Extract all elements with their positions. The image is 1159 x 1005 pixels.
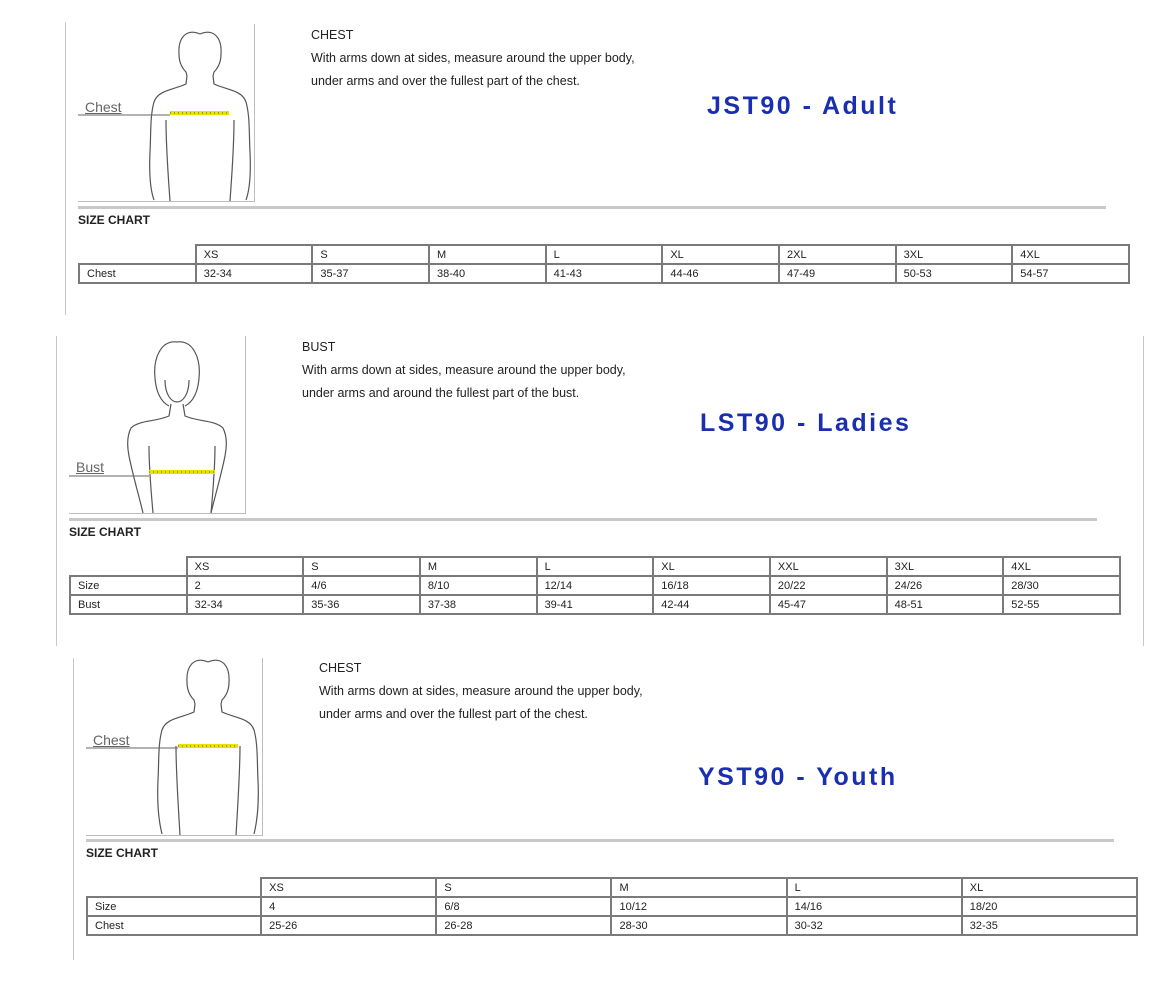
table-header-cell: 2XL <box>779 245 896 264</box>
table-corner <box>79 245 196 264</box>
youth-figure <box>86 658 263 836</box>
table-cell: 35-36 <box>303 595 420 614</box>
size-chart-label: SIZE CHART <box>86 846 158 860</box>
table-header-cell: S <box>436 878 611 897</box>
table-row <box>70 576 1120 595</box>
table-cell: 14/16 <box>787 897 962 916</box>
table-row-label: Chest <box>79 264 196 283</box>
ladies-figure <box>69 336 246 514</box>
table-header-row <box>87 878 1137 897</box>
table-header-cell: 3XL <box>887 557 1004 576</box>
female-figure-icon <box>69 336 245 513</box>
size-chart-label: SIZE CHART <box>69 525 141 539</box>
table-header-cell: XXL <box>770 557 887 576</box>
table-cell: 39-41 <box>537 595 654 614</box>
table-cell: 38-40 <box>429 264 546 283</box>
table-header-cell: L <box>546 245 663 264</box>
table-row <box>70 595 1120 614</box>
measure-description-line: under arms and over the fullest part of the chest. <box>311 74 580 88</box>
table-cell: 18/20 <box>962 897 1137 916</box>
table-cell: 25-26 <box>261 916 436 935</box>
measure-title: CHEST <box>311 28 354 42</box>
measure-description-line: With arms down at sides, measure around the upper body, <box>311 51 635 65</box>
table-header-cell: 3XL <box>896 245 1013 264</box>
table-row <box>79 264 1129 283</box>
table-cell: 44-46 <box>662 264 779 283</box>
table-corner <box>87 878 261 897</box>
figure-label: Chest <box>85 99 122 115</box>
table-cell: 35-37 <box>312 264 429 283</box>
table-row-label: Chest <box>87 916 261 935</box>
table-cell: 12/14 <box>537 576 654 595</box>
table-header-cell: 4XL <box>1012 245 1129 264</box>
table-cell: 10/12 <box>611 897 786 916</box>
table-header-cell: XL <box>653 557 770 576</box>
table-header-cell: XS <box>187 557 304 576</box>
table-cell: 50-53 <box>896 264 1013 283</box>
measure-description-line: under arms and over the fullest part of the chest. <box>319 707 588 721</box>
table-header-cell: S <box>303 557 420 576</box>
table-header-cell: S <box>312 245 429 264</box>
divider <box>86 839 1114 842</box>
table-header-cell: 4XL <box>1003 557 1120 576</box>
size-chart-label: SIZE CHART <box>78 213 150 227</box>
table-cell: 26-28 <box>436 916 611 935</box>
table-cell: 28-30 <box>611 916 786 935</box>
table-cell: 47-49 <box>779 264 896 283</box>
table-cell: 6/8 <box>436 897 611 916</box>
table-header-cell: L <box>787 878 962 897</box>
model-title: YST90 - Youth <box>698 763 898 791</box>
table-cell: 32-34 <box>187 595 304 614</box>
divider <box>78 206 1106 209</box>
table-cell: 41-43 <box>546 264 663 283</box>
table-corner <box>70 557 187 576</box>
model-title: LST90 - Ladies <box>700 409 912 437</box>
table-cell: 30-32 <box>787 916 962 935</box>
figure-label: Bust <box>76 459 105 475</box>
table-header-cell: M <box>429 245 546 264</box>
table-cell: 45-47 <box>770 595 887 614</box>
table-cell: 42-44 <box>653 595 770 614</box>
table-header-cell: XL <box>662 245 779 264</box>
model-title: JST90 - Adult <box>707 92 899 120</box>
measure-description-line: With arms down at sides, measure around the upper body, <box>302 363 626 377</box>
table-header-cell: XS <box>261 878 436 897</box>
table-header-cell: M <box>420 557 537 576</box>
table-cell: 32-35 <box>962 916 1137 935</box>
table-header-row <box>79 245 1129 264</box>
table-cell: 32-34 <box>196 264 313 283</box>
table-header-cell: XL <box>962 878 1137 897</box>
table-header-row <box>70 557 1120 576</box>
divider <box>69 518 1097 521</box>
table-header-cell: M <box>611 878 786 897</box>
adult-figure <box>78 24 255 202</box>
table-cell: 52-55 <box>1003 595 1120 614</box>
table-cell: 24/26 <box>887 576 1004 595</box>
table-cell: 16/18 <box>653 576 770 595</box>
table-header-cell: XS <box>196 245 313 264</box>
table-row <box>87 916 1137 935</box>
table-cell: 20/22 <box>770 576 887 595</box>
table-cell: 4/6 <box>303 576 420 595</box>
figure-label: Chest <box>93 732 130 748</box>
measure-title: CHEST <box>319 661 362 675</box>
table-cell: 4 <box>261 897 436 916</box>
size-table <box>69 556 1121 615</box>
table-row-label: Size <box>87 897 261 916</box>
table-cell: 2 <box>187 576 304 595</box>
table-cell: 37-38 <box>420 595 537 614</box>
table-cell: 54-57 <box>1012 264 1129 283</box>
measure-title: BUST <box>302 340 336 354</box>
measure-description-line: With arms down at sides, measure around the upper body, <box>319 684 643 698</box>
table-cell: 48-51 <box>887 595 1004 614</box>
table-row <box>87 897 1137 916</box>
size-table <box>86 877 1138 936</box>
table-cell: 8/10 <box>420 576 537 595</box>
table-header-cell: L <box>537 557 654 576</box>
table-row-label: Bust <box>70 595 187 614</box>
table-cell: 28/30 <box>1003 576 1120 595</box>
measure-description-line: under arms and around the fullest part of the bust. <box>302 386 580 400</box>
table-row-label: Size <box>70 576 187 595</box>
size-table <box>78 244 1130 284</box>
